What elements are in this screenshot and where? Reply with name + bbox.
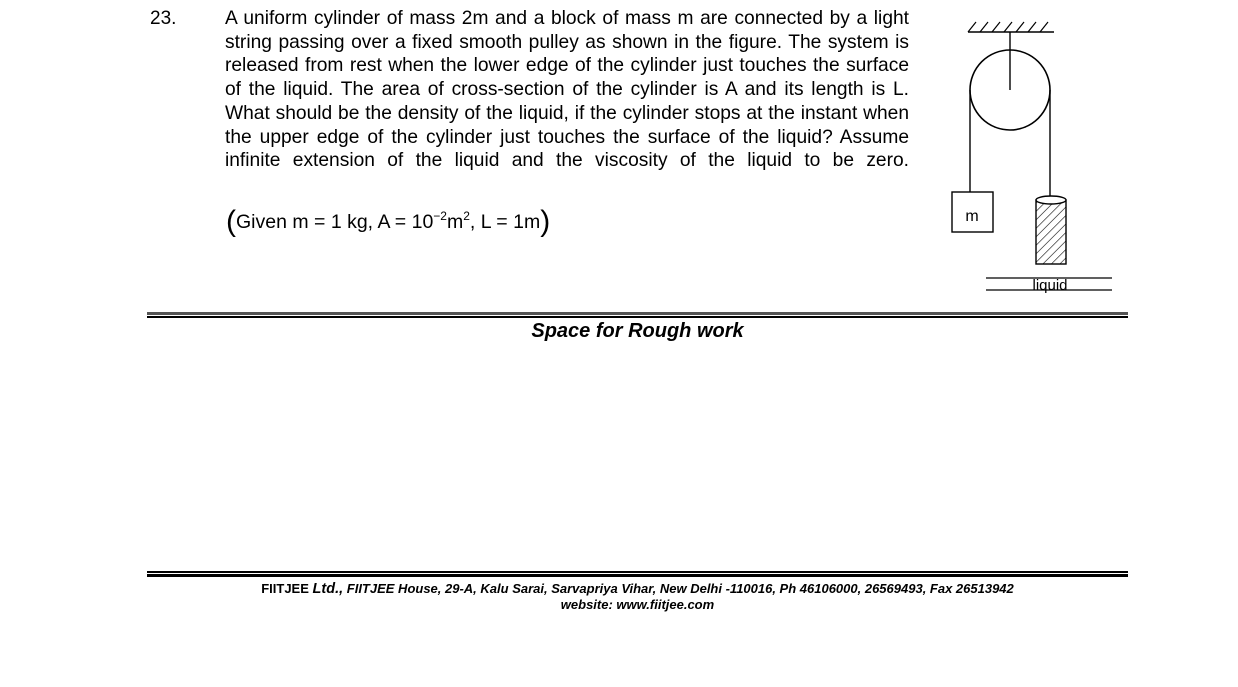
given-open-paren: ( [226,205,236,238]
question-number: 23. [150,8,177,29]
given-close-paren: ) [540,205,551,238]
question-text: A uniform cylinder of mass 2m and a block of mass m are connected by a light string passing over a fixed smooth pulley as shown in the figure. The system is released from rest when the lower edge of the cylinder just touches the surface of the liquid. The area of cross-section of the cylinder is A and its length is L. What should be the density of the liquid, if the cylinder stops at the instant when the upper edge of the cylinder just touches the surface of the liquid? Assume infinite extension of the liquid and the viscosity of the liquid to be zero. [225,8,909,172]
footer-ltd: Ltd., [312,581,344,597]
given-values [226,200,550,238]
ceiling-support [968,22,1054,32]
rough-work-title: Space for Rough work [531,320,744,342]
rough-work-top-rule-inner [147,316,1128,318]
footer-brand: FIITJEE [261,581,309,596]
block-label: m [965,208,979,225]
given-exponent-square: 2 [463,209,470,223]
given-prefix: Given m = 1 kg, A = 10 [236,211,434,233]
footer-address: FIITJEE House, 29-A, Kalu Sarai, Sarvapriya Vihar, New Delhi -110016, Ph 46106000, 26569493, Fax 26513942 [346,581,1014,596]
footer-website: website: www.fiitjee.com [560,597,715,612]
rough-work-top-rule [147,312,1128,315]
pulley-figure [940,10,1130,302]
given-unit-m: m [446,211,464,233]
footer-rule-bottom [147,574,1128,577]
cylinder [1036,196,1066,264]
footer-address-line [147,581,1128,597]
given-exponent-area: −2 [433,209,447,223]
liquid-label: liquid [1032,277,1068,294]
given-suffix: , L = 1m [469,211,541,233]
footer-rule-top [147,571,1128,573]
